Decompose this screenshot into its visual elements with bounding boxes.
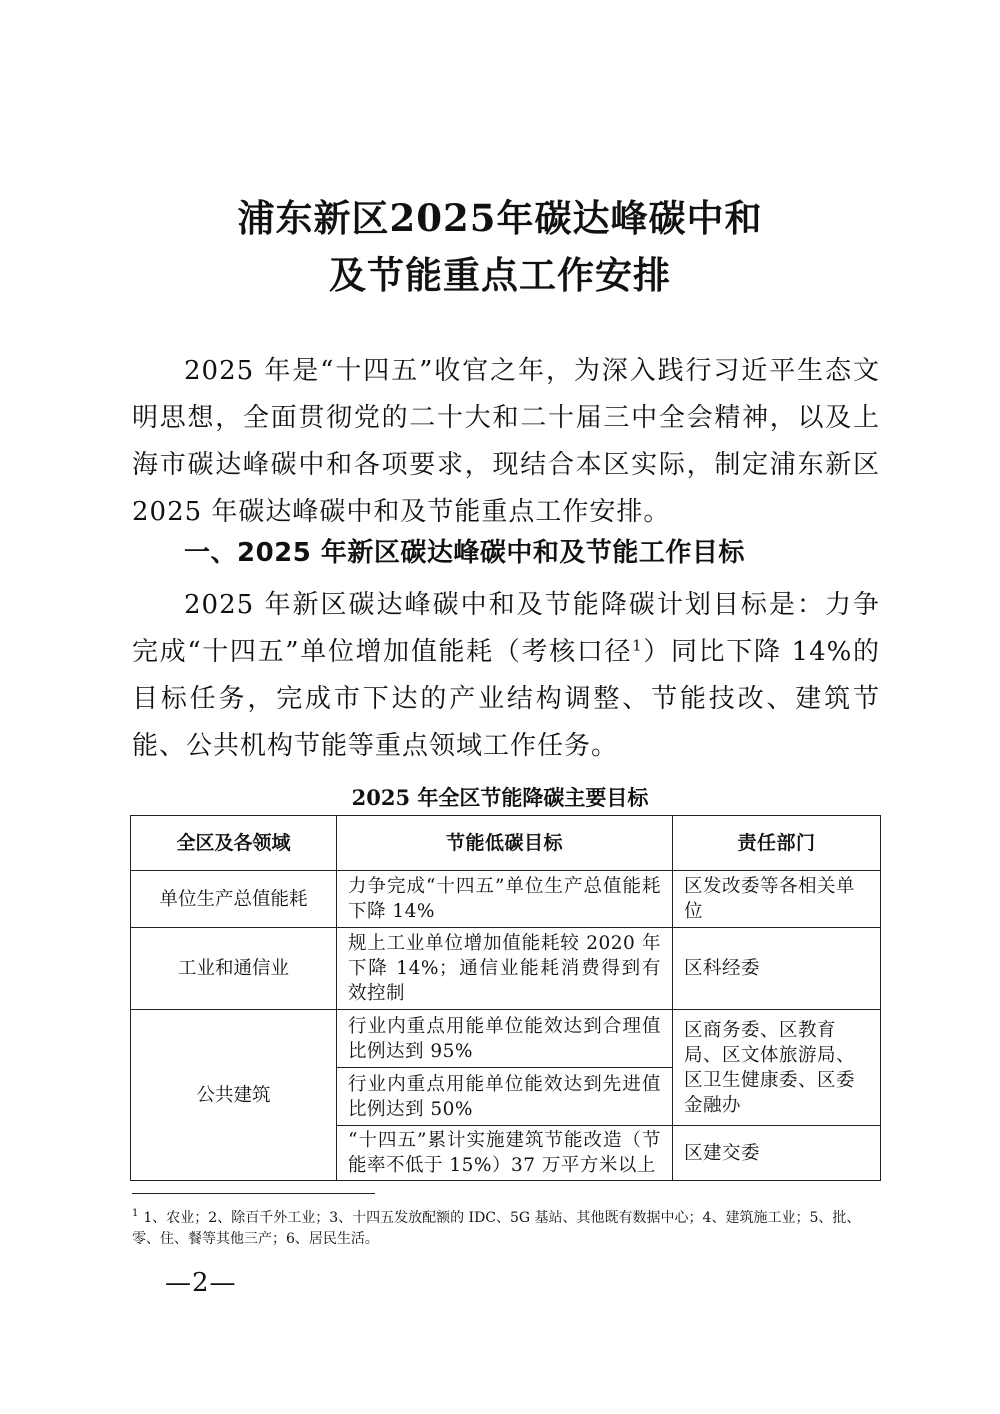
- footnote-reference[interactable]: 1: [632, 636, 643, 655]
- row-department: 区建交委: [673, 1126, 881, 1181]
- targets-text-part-1: 2025 年新区碳达峰碳中和及节能降碳计划目标是：力争完成“十四五”单位增加值能耗（考核口径: [132, 590, 880, 667]
- table-header-row: [131, 816, 881, 871]
- footnote-divider: [132, 1193, 375, 1194]
- row-target: “十四五”累计实施建筑节能改造（节能率不低于 15%）37 万平方米以上: [337, 1126, 673, 1181]
- row-area: 公共建筑: [131, 1010, 337, 1181]
- header-department: 责任部门: [673, 816, 881, 871]
- row-target: 规上工业单位增加值能耗较 2020 年下降 14%；通信业能耗消费得到有效控制: [337, 928, 673, 1010]
- header-area: 全区及各领域: [131, 816, 337, 871]
- row-target: 行业内重点用能单位能效达到先进值比例达到 50%: [337, 1068, 673, 1126]
- row-department: 区科经委: [673, 928, 881, 1010]
- targets-text-part-2: ）同比下降 14%的目标任务，完成市下达的产业结构调整、节能技改、建筑节能、公共机构节能等重点领域工作任务。: [132, 637, 880, 761]
- table-row: [131, 928, 881, 1010]
- footnote-mark: 1: [132, 1208, 139, 1220]
- table-row: [131, 871, 881, 928]
- targets-paragraph: [132, 582, 880, 770]
- table-row: [131, 1010, 881, 1068]
- intro-paragraph: 2025 年是“十四五”收官之年，为深入践行习近平生态文明思想，全面贯彻党的二十大和二十届三中全会精神，以及上海市碳达峰碳中和各项要求，现结合本区实际，制定浦东新区 2025 年碳达峰碳中和及节能重点工作安排。: [132, 356, 880, 527]
- row-area: 工业和通信业: [131, 928, 337, 1010]
- footnote: [132, 1208, 880, 1250]
- targets-table: [130, 815, 881, 1181]
- row-area: 单位生产总值能耗: [131, 871, 337, 928]
- row-target: 力争完成“十四五”单位生产总值能耗下降 14%: [337, 871, 673, 928]
- page-number: —2—: [165, 1268, 237, 1298]
- row-department: 区商务委、区教育局、区文体旅游局、区卫生健康委、区委金融办: [673, 1010, 881, 1126]
- header-target: 节能低碳目标: [337, 816, 673, 871]
- document-title-line-2: 及节能重点工作安排: [329, 253, 671, 297]
- table-title: 2025 年全区节能降碳主要目标: [351, 785, 649, 810]
- row-department: 区发改委等各相关单位: [673, 871, 881, 928]
- document-title-line-1: 浦东新区2025年碳达峰碳中和: [237, 196, 763, 240]
- section-heading: 一、2025 年新区碳达峰碳中和及节能工作目标: [184, 538, 745, 568]
- row-target: 行业内重点用能单位能效达到合理值比例达到 95%: [337, 1010, 673, 1068]
- footnote-text: 1、农业；2、除百千外工业；3、十四五发放配额的 IDC、5G 基站、其他既有数据中心；4、建筑施工业；5、批、零、住、餐等其他三产；6、居民生活。: [132, 1210, 861, 1247]
